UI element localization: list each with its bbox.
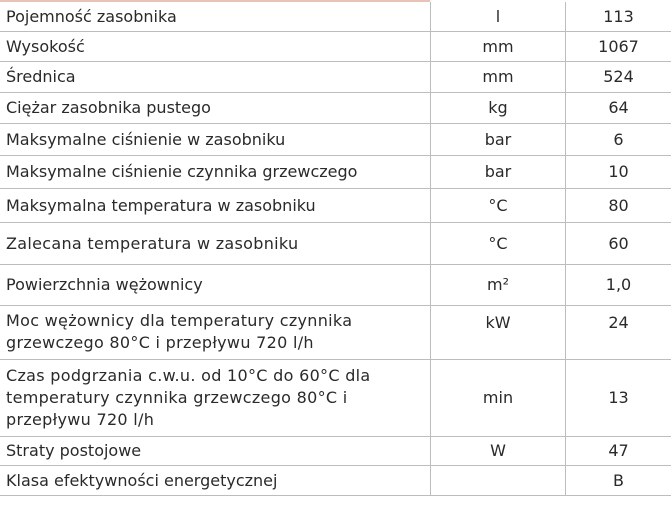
row-value: 524 bbox=[566, 61, 671, 92]
row-value: 6 bbox=[566, 123, 671, 155]
row-unit: °C bbox=[431, 188, 566, 222]
row-unit: kW bbox=[431, 305, 566, 359]
row-label-line: Moc wężownicy dla temperatury czynnika bbox=[6, 311, 353, 330]
row-value: 64 bbox=[566, 92, 671, 123]
row-label-line: przepływu 720 l/h bbox=[6, 409, 155, 429]
table-row bbox=[0, 2, 671, 31]
table-row bbox=[0, 305, 671, 359]
row-label: Średnica bbox=[0, 61, 431, 92]
row-unit: kg bbox=[431, 92, 566, 123]
table-row bbox=[0, 222, 671, 264]
row-unit: mm bbox=[431, 61, 566, 92]
row-label: Straty postojowe bbox=[0, 436, 431, 465]
table-row bbox=[0, 92, 671, 123]
row-label: Klasa efektywności energetycznej bbox=[0, 465, 431, 495]
row-value: B bbox=[566, 465, 671, 495]
table-row bbox=[0, 123, 671, 155]
row-value: 13 bbox=[566, 359, 671, 436]
row-label: Wysokość bbox=[0, 31, 431, 61]
row-unit: mm bbox=[431, 31, 566, 61]
row-unit: °C bbox=[431, 222, 566, 264]
row-value: 24 bbox=[566, 305, 671, 359]
row-label-line: Czas podgrzania c.w.u. od 10°C do 60°C dla bbox=[6, 365, 371, 385]
row-value: 10 bbox=[566, 155, 671, 188]
row-label: Powierzchnia wężownicy bbox=[0, 264, 431, 305]
row-label-line: temperatury czynnika grzewczego 80°C i bbox=[6, 387, 348, 407]
table-row bbox=[0, 31, 671, 61]
row-label: Zalecana temperatura w zasobniku bbox=[0, 222, 431, 264]
row-value: 60 bbox=[566, 222, 671, 264]
row-unit: W bbox=[431, 436, 566, 465]
row-label: Maksymalne ciśnienie czynnika grzewczego bbox=[0, 155, 431, 188]
table-row bbox=[0, 264, 671, 305]
row-value: 47 bbox=[566, 436, 671, 465]
table-row bbox=[0, 359, 671, 436]
row-label: Maksymalna temperatura w zasobniku bbox=[0, 188, 431, 222]
row-label-line: grzewczego 80°C i przepływu 720 l/h bbox=[6, 333, 314, 352]
row-label: Maksymalne ciśnienie w zasobniku bbox=[0, 123, 431, 155]
row-label: Ciężar zasobnika pustego bbox=[0, 92, 431, 123]
row-label bbox=[0, 305, 431, 359]
row-value: 113 bbox=[566, 2, 671, 31]
row-value: 1067 bbox=[566, 31, 671, 61]
table-row bbox=[0, 436, 671, 465]
table-row bbox=[0, 465, 671, 495]
row-unit: l bbox=[431, 2, 566, 31]
row-value: 1,0 bbox=[566, 264, 671, 305]
row-unit: bar bbox=[431, 155, 566, 188]
specification-table bbox=[0, 2, 671, 496]
row-label: Pojemność zasobnika bbox=[0, 2, 431, 31]
table-row bbox=[0, 61, 671, 92]
table-row bbox=[0, 188, 671, 222]
row-unit bbox=[431, 465, 566, 495]
row-unit: m² bbox=[431, 264, 566, 305]
row-value: 80 bbox=[566, 188, 671, 222]
row-unit: bar bbox=[431, 123, 566, 155]
row-unit: min bbox=[431, 359, 566, 436]
row-label bbox=[0, 359, 431, 436]
table-row bbox=[0, 155, 671, 188]
